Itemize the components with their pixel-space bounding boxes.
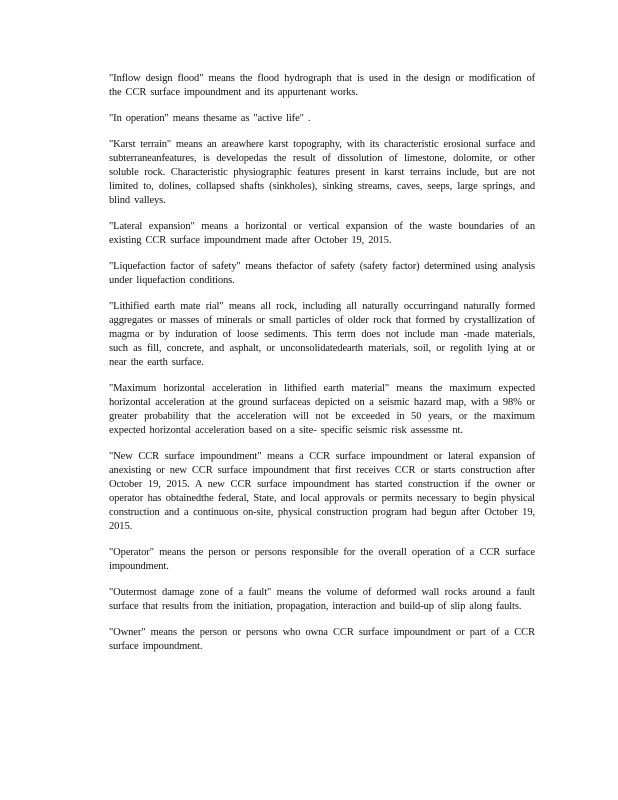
document-body bbox=[109, 72, 535, 666]
definition-outermost-damage-zone: "Outermost damage zone of a fault" means the volume of deformed wall rocks around a fault surface that results from the initiation, propagation, interaction and build-up of slip along faults. bbox=[109, 587, 535, 612]
definition-new-ccr-surface-impoundment: "New CCR surface impoundment" means a CCR surface impoundment or lateral expansion of anexisting or new CCR surface impoundment that first receives CCR or starts construction after October 19, 2015. A new CCR surface impoundment has started construction if the owner or operator has obtainedthe federal, State, and local approvals or permits necessary to begin physical construction and a continuous on-site, physical construction program had begun after October 19, 2015. bbox=[109, 451, 535, 532]
definition-liquefaction-factor: "Liquefaction factor of safety" means thefactor of safety (safety factor) determined using analysis under liquefaction conditions. bbox=[109, 261, 535, 286]
definition-in-operation: "In operation" means thesame as "active life" . bbox=[109, 113, 311, 124]
definition-operator: "Operator" means the person or persons responsible for the overall operation of a CCR surface impoundment. bbox=[109, 547, 535, 572]
definition-lateral-expansion: "Lateral expansion" means a horizontal or vertical expansion of the waste boundaries of an existing CCR surface impoundment made after October 19, 2015. bbox=[109, 221, 535, 246]
definition-karst-terrain: "Karst terrain" means an areawhere karst topography, with its characteristic erosional surface and subterraneanfeatures, is developedas the result of dissolution of limestone, dolomite, or other soluble rock. Characteristic physiographic features present in karst terrains include, but are not limited to, dolines, collapsed shafts (sinkholes), sinking streams, caves, seeps, large springs, and blind valleys. bbox=[109, 139, 535, 206]
definition-lithified-earth-material: "Lithified earth mate rial" means all rock, including all naturally occurringand naturally formed aggregates or masses of minerals or small particles of older rock that formed by crystallization of magma or by induration of loose sediments. This term does not include man -made materials, such as fill, concrete, and asphalt, or unconsolidatedearth materials, soil, or regolith lying at or near the earth surface. bbox=[109, 301, 535, 368]
definition-owner: "Owner" means the person or persons who owna CCR surface impoundment or part of a CCR surface impoundment. bbox=[109, 627, 535, 652]
definition-inflow-design-flood: "Inflow design flood" means the flood hydrograph that is used in the design or modification of the CCR surface impoundment and its appurtenant works. bbox=[109, 73, 535, 98]
definition-maximum-horizontal-acceleration: "Maximum horizontal acceleration in lithified earth material" means the maximum expected horizontal acceleration at the ground surfaceas depicted on a seismic hazard map, with a 98% or greater probability that the acceleration will not be exceeded in 50 years, or the maximum expected horizontal acceleration based on a site- specific seismic risk assessme nt. bbox=[109, 383, 535, 436]
